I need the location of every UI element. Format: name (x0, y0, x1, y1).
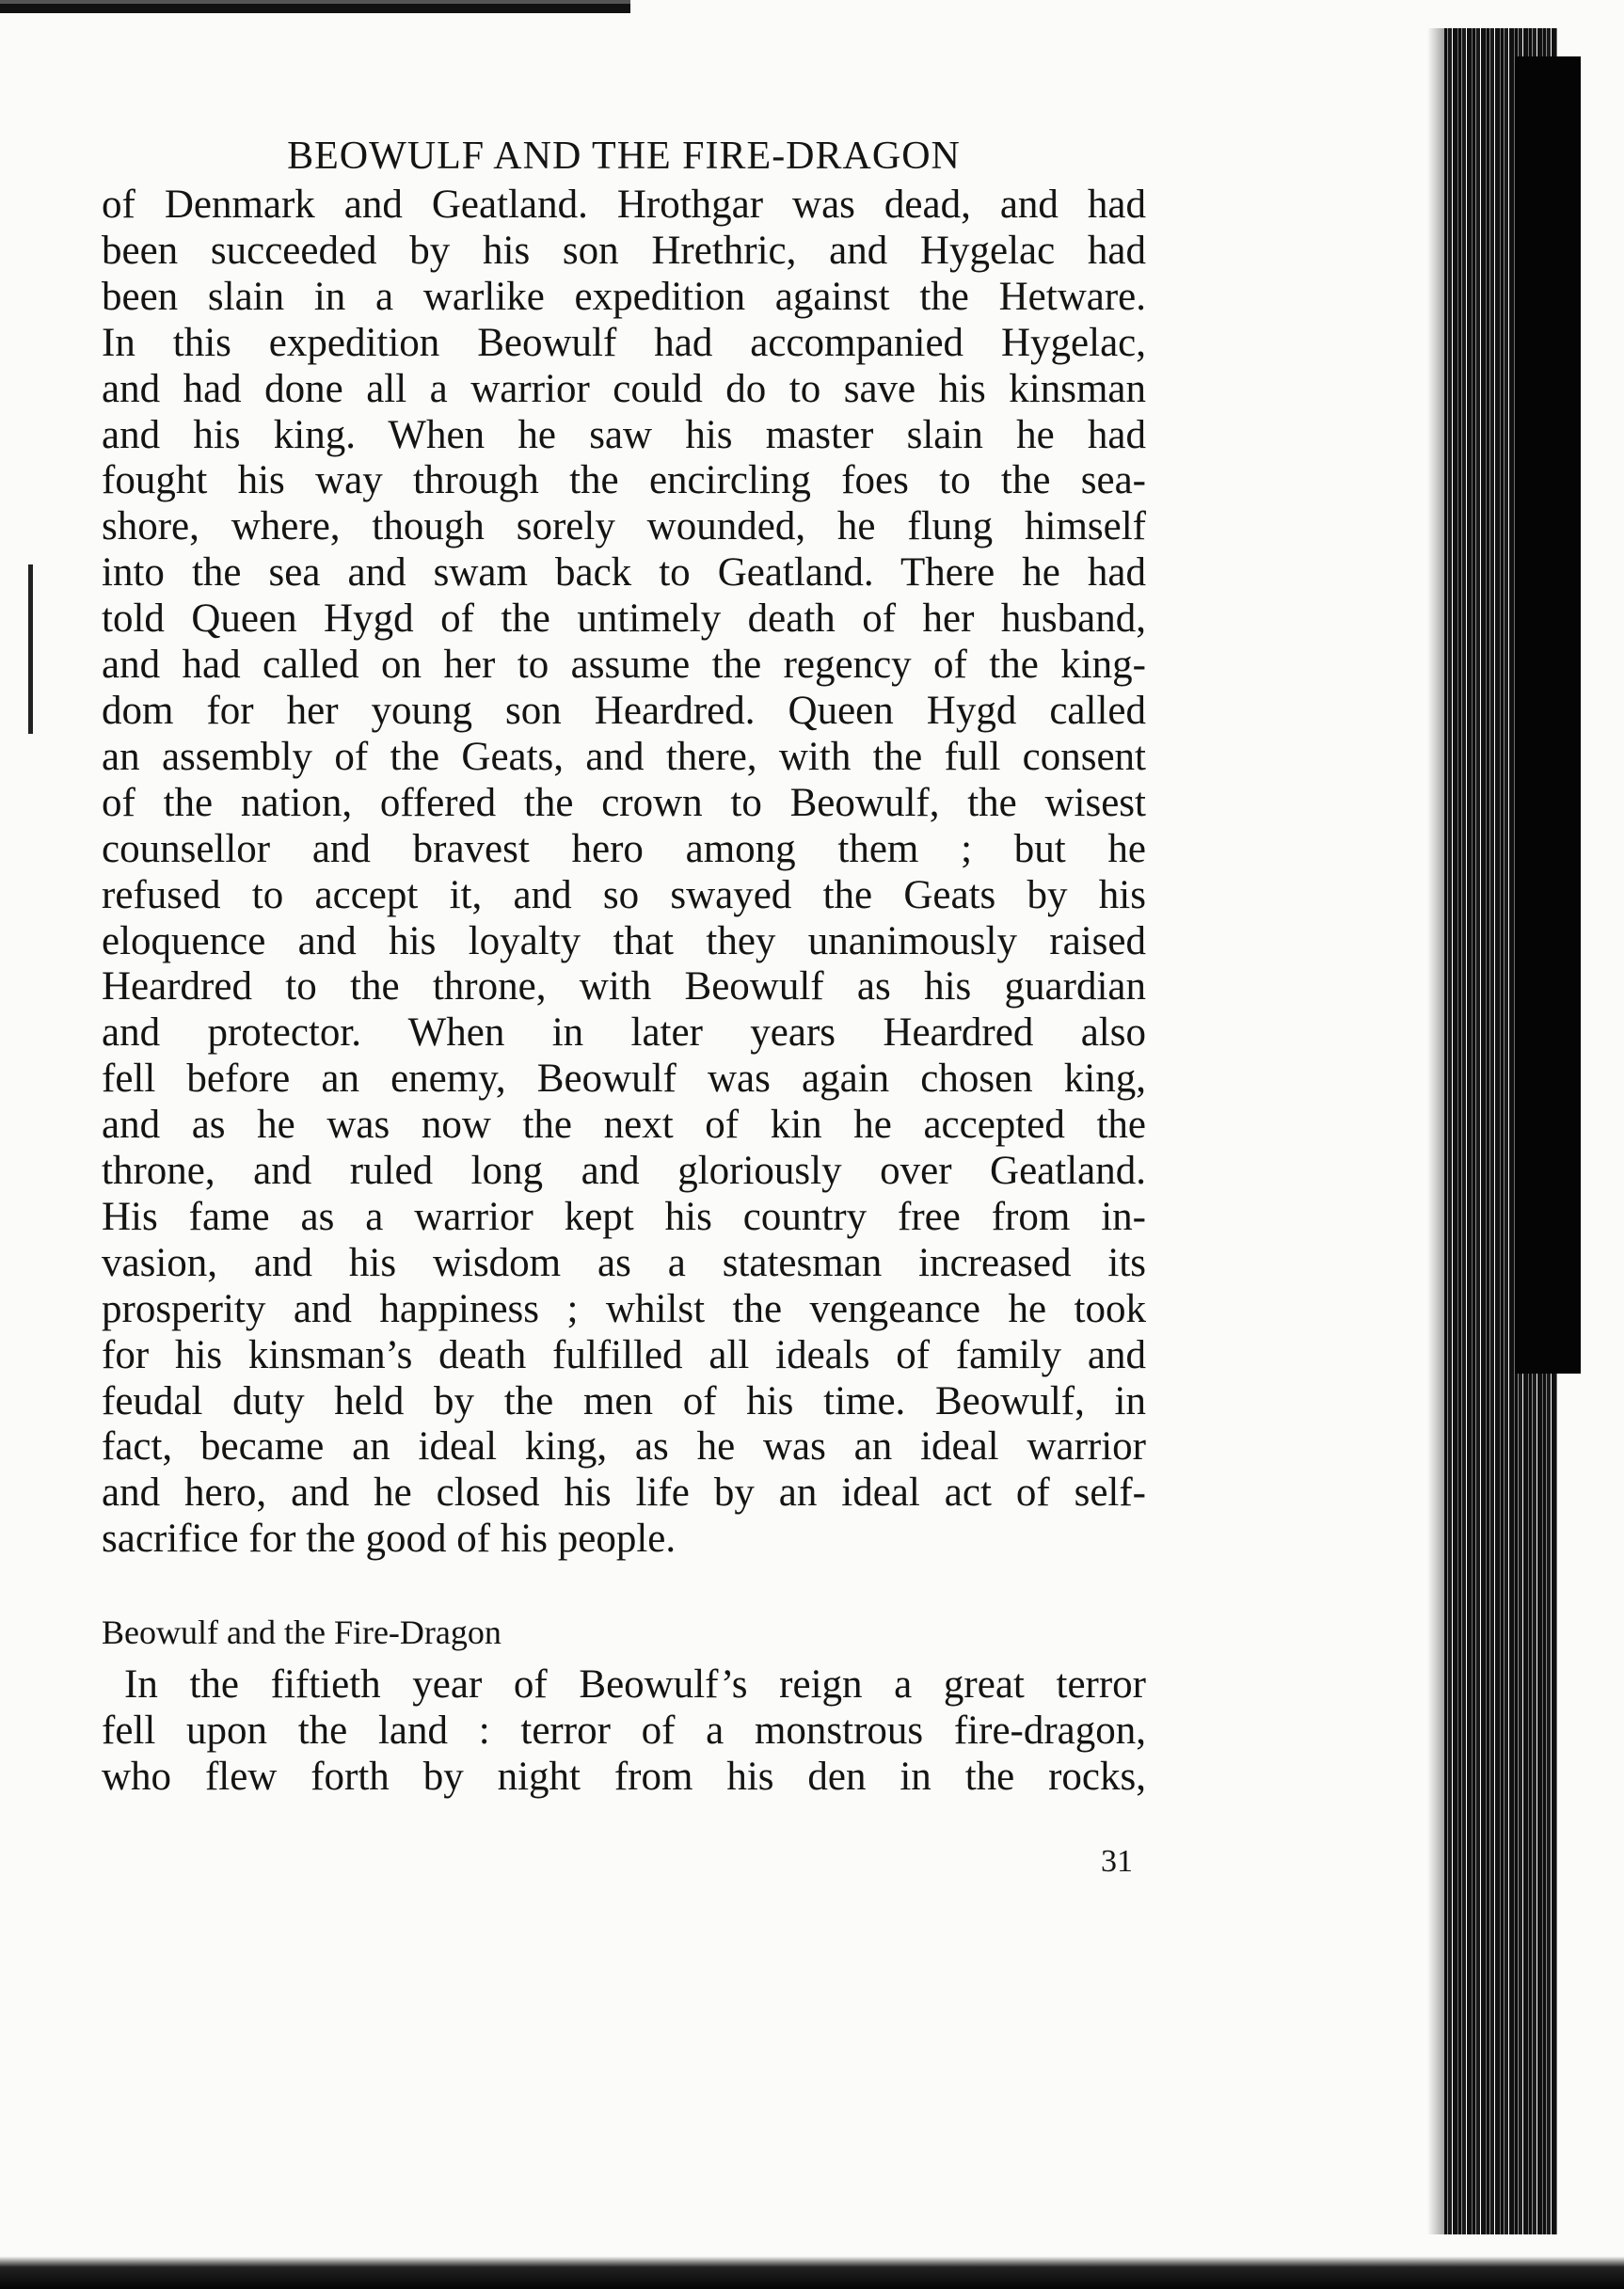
text-line: dom for her young son Heardred. Queen Hygd called (102, 688, 1146, 733)
text-line: and had done all a warrior could do to save his kinsman (102, 366, 1146, 411)
text-line: been succeeded by his son Hrethric, and Hygelac had (102, 228, 1146, 273)
text-line: fell upon the land : terror of a monstrous fire-dragon, (102, 1709, 1146, 1754)
section-heading: Beowulf and the Fire-Dragon (102, 1613, 502, 1652)
text-line: and protector. When in later years Heardred also (102, 1010, 1146, 1056)
paragraph-1 (102, 183, 1146, 1563)
text-line: shore, where, though sorely wounded, he flung himself (102, 504, 1146, 549)
running-head: BEOWULF AND THE FIRE-DRAGON (287, 135, 961, 178)
text-line: told Queen Hygd of the untimely death of her husband, (102, 596, 1146, 642)
text-line: counsellor and bravest hero among them ; but he (102, 826, 1146, 871)
text-line: eloquence and his loyalty that they unanimously raised (102, 918, 1146, 963)
text-line: of the nation, offered the crown to Beowulf, the wisest (102, 780, 1146, 825)
text-line: sacrifice for the good of his people. (102, 1517, 677, 1562)
page-number: 31 (1101, 1844, 1133, 1879)
text-line: refused to accept it, and so swayed the Geats by his (102, 872, 1146, 917)
scan-margin-mark (28, 564, 33, 734)
text-line: In the fiftieth year of Beowulf’s reign a great terror (124, 1662, 1146, 1708)
text-line: prosperity and happiness ; whilst the vengeance he took (102, 1286, 1146, 1331)
text-line: fell before an enemy, Beowulf was again chosen king, (102, 1057, 1146, 1102)
text-line: who flew forth by night from his den in the rocks, (102, 1755, 1146, 1799)
book-page-edge-shadow (1515, 56, 1581, 1374)
text-line: Heardred to the throne, with Beowulf as his guardian (102, 964, 1146, 1009)
text-line: feudal duty held by the men of his time. Beowulf, in (102, 1378, 1146, 1423)
text-line: His fame as a warrior kept his country free from in- (102, 1194, 1146, 1239)
text-line: an assembly of the Geats, and there, with the full consent (102, 734, 1146, 779)
scan-top-rule (0, 0, 630, 13)
text-line: been slain in a warlike expedition against the Hetware. (102, 274, 1146, 319)
text-line: In this expedition Beowulf had accompanied Hygelac, (102, 320, 1146, 365)
text-line: into the sea and swam back to Geatland. There he had (102, 550, 1146, 596)
text-line: and his king. When he saw his master slain he had (102, 412, 1146, 457)
text-line: and hero, and he closed his life by an ideal act of self- (102, 1470, 1146, 1516)
text-line: throne, and ruled long and gloriously over Geatland. (102, 1149, 1146, 1194)
text-line: fact, became an ideal king, as he was an ideal warrior (102, 1424, 1146, 1470)
text-line: and as he was now the next of kin he accepted the (102, 1103, 1146, 1148)
text-line: and had called on her to assume the regency of the king- (102, 643, 1146, 688)
paragraph-2 (102, 1662, 1146, 1801)
text-line: fought his way through the encircling foes to the sea- (102, 458, 1146, 503)
scan-bottom-edge (0, 2234, 1624, 2289)
text-line: vasion, and his wisdom as a statesman increased its (102, 1240, 1146, 1285)
page-text-block (102, 132, 1146, 1801)
text-line: of Denmark and Geatland. Hrothgar was dead, and had (102, 183, 1146, 227)
text-line: for his kinsman’s death fulfilled all ideals of family and (102, 1332, 1146, 1377)
